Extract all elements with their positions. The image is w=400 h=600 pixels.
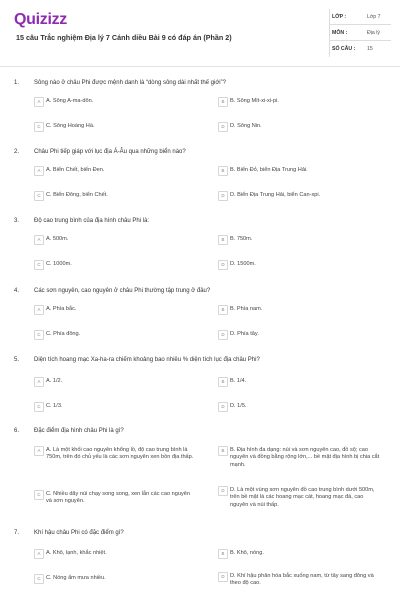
meta-value: Lớp 7	[367, 14, 381, 20]
quizizz-logo: Quizizz	[14, 11, 68, 28]
option-letter: C	[34, 574, 44, 584]
question-text: Độ cao trung bình của địa hình châu Phi là:	[34, 218, 150, 224]
option-letter: D	[218, 572, 228, 582]
question-text: Diện tích hoang mạc Xa-ha-ra chiếm khoảng bao nhiêu % diện tích lục địa châu Phi?	[34, 357, 260, 363]
option-letter: A	[34, 305, 44, 315]
question-number: 4.	[14, 288, 20, 294]
option-text: D. Phía tây.	[230, 331, 259, 337]
question-number: 2.	[14, 149, 20, 155]
option-letter: D	[218, 402, 228, 412]
option-text: D. Sông Nin.	[230, 123, 262, 129]
option-text: C. Phía đông.	[46, 331, 81, 337]
option-text: C. Nóng ẩm mưa nhiều.	[46, 575, 106, 581]
option-letter: C	[34, 122, 44, 132]
option-letter: C	[34, 490, 44, 500]
worksheet-header	[0, 0, 400, 70]
option-letter: B	[218, 549, 228, 559]
option-letter: B	[218, 97, 228, 107]
option-text: A. Là một khối cao nguyên khổng lồ, độ cao trung bình là 750m, trên đó chủ yếu là các sơn nguyên xen bồn địa thấp.	[46, 447, 194, 461]
option-letter: B	[218, 235, 228, 245]
question-number: 1.	[14, 80, 20, 86]
option-text: B. 1/4.	[230, 378, 247, 384]
header-divider	[0, 66, 400, 67]
option-letter: B	[218, 305, 228, 315]
option-text: A. 500m.	[46, 236, 69, 242]
option-text: C. 1/3.	[46, 403, 63, 409]
option-text: C. Sông Hoàng Hà.	[46, 123, 95, 129]
meta-label: LỚP :	[332, 14, 347, 20]
meta-value: 15	[367, 46, 373, 52]
option-text: D. 1500m.	[230, 261, 256, 267]
option-letter: B	[218, 377, 228, 387]
option-text: D. Là một vùng sơn nguyên đồ cao trung bình dưới 500m, trên bề mặt là các hoang mạc cát, hoang mạc đá, cao nguyên và núi thấp.	[230, 487, 375, 508]
meta-row-subject	[329, 25, 391, 41]
option-letter: B	[218, 446, 228, 456]
question-text: Sông nào ở châu Phi được mệnh danh là “dòng sông dài nhất thế giới”?	[34, 80, 226, 86]
option-text: B. Biển Đỏ, biển Địa Trung Hải.	[230, 167, 308, 173]
option-text: A. 1/2.	[46, 378, 63, 384]
meta-box	[329, 9, 391, 56]
option-text: B. Sông Mít-xi-xi-pi.	[230, 98, 279, 104]
option-text: C. Nhiều dãy núi chạy song song, xen lẫn các cao nguyên và sơn nguyên.	[46, 491, 190, 505]
option-letter: C	[34, 191, 44, 201]
option-text: B. Địa hình đa dạng: núi và sơn nguyên cao, đồ sộ; cao nguyên và đồng bằng rộng lớn,... bề mặt địa hình bị chia cắt mạnh.	[230, 447, 380, 468]
option-letter: A	[34, 446, 44, 456]
option-text: B. Phía nam.	[230, 306, 263, 312]
question-text: Các sơn nguyên, cao nguyên ở châu Phi thường tập trung ở đâu?	[34, 288, 211, 294]
option-text: D. 1/5.	[230, 403, 247, 409]
option-letter: A	[34, 235, 44, 245]
question-text: Đặc điểm địa hình châu Phi là gì?	[34, 428, 124, 434]
option-letter: A	[34, 166, 44, 176]
option-text: C. 1000m.	[46, 261, 72, 267]
option-text: B. 750m.	[230, 236, 253, 242]
question-number: 3.	[14, 218, 20, 224]
option-letter: C	[34, 402, 44, 412]
option-letter: D	[218, 191, 228, 201]
option-letter: A	[34, 377, 44, 387]
option-letter: C	[34, 330, 44, 340]
option-text: C. Biển Đông, biển Chết.	[46, 192, 108, 198]
option-text: A. Khô, lạnh, khắc nhiệt.	[46, 550, 107, 556]
option-letter: B	[218, 166, 228, 176]
worksheet-title: 15 câu Trắc nghiệm Địa lý 7 Cánh diều Bài 9 có đáp án (Phần 2)	[16, 33, 232, 42]
meta-value: Địa lý	[367, 30, 380, 36]
option-letter: D	[218, 260, 228, 270]
question-text: Châu Phi tiếp giáp với lục địa Á-Âu qua những biển nào?	[34, 149, 186, 155]
meta-label: MÔN :	[332, 30, 348, 36]
option-letter: D	[218, 486, 228, 496]
question-number: 5.	[14, 357, 20, 363]
option-text: D. Khí hậu phân hóa bắc xuống nam, từ tây sang đông và theo độ cao.	[230, 573, 374, 587]
question-text: Khí hậu châu Phi có đặc điểm gì?	[34, 530, 124, 536]
option-letter: D	[218, 122, 228, 132]
meta-row-grade	[329, 9, 391, 25]
option-text: B. Khô, nóng.	[230, 550, 264, 556]
option-letter: A	[34, 97, 44, 107]
meta-row-count	[329, 41, 391, 56]
question-number: 6.	[14, 428, 20, 434]
option-text: D. Biển Địa Trung Hải, biển Can-xpi.	[230, 192, 321, 198]
meta-label: SỐ CÂU :	[332, 46, 356, 52]
option-letter: A	[34, 549, 44, 559]
option-letter: C	[34, 260, 44, 270]
option-text: A. Phía bắc.	[46, 306, 77, 312]
option-text: A. Sông A-ma-dôn.	[46, 98, 94, 104]
option-text: A. Biển Chết, biển Đen.	[46, 167, 105, 173]
question-number: 7.	[14, 530, 20, 536]
option-letter: D	[218, 330, 228, 340]
